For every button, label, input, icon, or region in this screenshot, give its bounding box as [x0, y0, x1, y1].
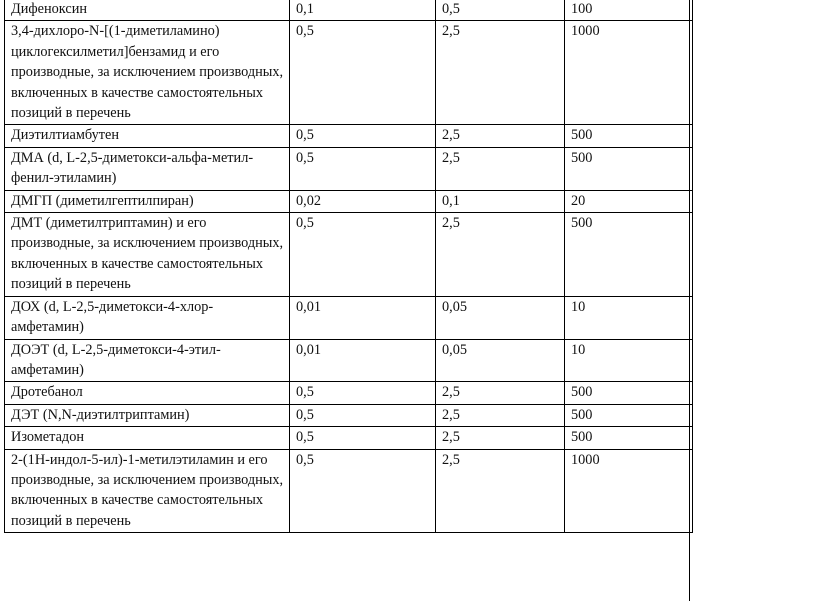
value-cell-1: 0,5	[290, 213, 436, 297]
value-cell-2: 0,5	[436, 0, 565, 21]
value-cell-3: 1000	[565, 449, 693, 533]
table-row	[5, 213, 693, 297]
value-cell-3: 1000	[565, 21, 693, 125]
value-cell-1: 0,5	[290, 449, 436, 533]
table-row	[5, 404, 693, 426]
table-row	[5, 339, 693, 382]
value-cell-1: 0,5	[290, 427, 436, 449]
substance-name-cell: ДОХ (d, L-2,5-диметокси-4-хлор-амфетамин)	[5, 296, 290, 339]
substance-name-cell: ДЭТ (N,N-диэтилтриптамин)	[5, 404, 290, 426]
value-cell-2: 2,5	[436, 213, 565, 297]
value-cell-2: 0,1	[436, 190, 565, 212]
table-body	[5, 0, 693, 533]
table-row	[5, 125, 693, 147]
substances-table	[4, 0, 693, 533]
substance-name-cell: ДОЭТ (d, L-2,5-диметокси-4-этил-амфетамин)	[5, 339, 290, 382]
table-row	[5, 427, 693, 449]
substance-name-cell: ДМГП (диметилгептилпиран)	[5, 190, 290, 212]
value-cell-2: 2,5	[436, 147, 565, 190]
right-margin-rule	[689, 0, 690, 601]
value-cell-3: 100	[565, 0, 693, 21]
value-cell-2: 2,5	[436, 21, 565, 125]
value-cell-2: 2,5	[436, 404, 565, 426]
table-row	[5, 382, 693, 404]
value-cell-1: 0,5	[290, 382, 436, 404]
table-row	[5, 147, 693, 190]
table-row	[5, 449, 693, 533]
substance-name-cell: 3,4-дихлоро-N-[(1-диметиламино) циклогексилметил]бензамид и его производные, за исключением производных, включенных в качестве самостоятельных позиций в перечень	[5, 21, 290, 125]
value-cell-3: 500	[565, 147, 693, 190]
value-cell-3: 20	[565, 190, 693, 212]
value-cell-1: 0,5	[290, 147, 436, 190]
value-cell-3: 500	[565, 213, 693, 297]
substance-name-cell: Дротебанол	[5, 382, 290, 404]
value-cell-3: 500	[565, 382, 693, 404]
value-cell-2: 2,5	[436, 125, 565, 147]
value-cell-1: 0,01	[290, 296, 436, 339]
substance-name-cell: 2-(1Н-индол-5-ил)-1-метилэтиламин и его производные, за исключением производных, включенных в качестве самостоятельных позиций в перечень	[5, 449, 290, 533]
value-cell-2: 2,5	[436, 427, 565, 449]
value-cell-1: 0,5	[290, 21, 436, 125]
value-cell-3: 10	[565, 339, 693, 382]
value-cell-1: 0,01	[290, 339, 436, 382]
value-cell-2: 2,5	[436, 382, 565, 404]
table-row	[5, 190, 693, 212]
value-cell-2: 2,5	[436, 449, 565, 533]
value-cell-3: 500	[565, 427, 693, 449]
value-cell-3: 10	[565, 296, 693, 339]
substance-name-cell: Дифеноксин	[5, 0, 290, 21]
value-cell-2: 0,05	[436, 296, 565, 339]
value-cell-2: 0,05	[436, 339, 565, 382]
value-cell-3: 500	[565, 404, 693, 426]
value-cell-1: 0,1	[290, 0, 436, 21]
table-row	[5, 21, 693, 125]
substance-name-cell: ДМА (d, L-2,5-диметокси-альфа-метил-фенил-этиламин)	[5, 147, 290, 190]
table-row	[5, 0, 693, 21]
value-cell-3: 500	[565, 125, 693, 147]
substance-name-cell: ДМТ (диметилтриптамин) и его производные, за исключением производных, включенных в качестве самостоятельных позиций в перечень	[5, 213, 290, 297]
substance-name-cell: Изометадон	[5, 427, 290, 449]
table-row	[5, 296, 693, 339]
value-cell-1: 0,5	[290, 125, 436, 147]
substance-name-cell: Диэтилтиамбутен	[5, 125, 290, 147]
value-cell-1: 0,5	[290, 404, 436, 426]
value-cell-1: 0,02	[290, 190, 436, 212]
